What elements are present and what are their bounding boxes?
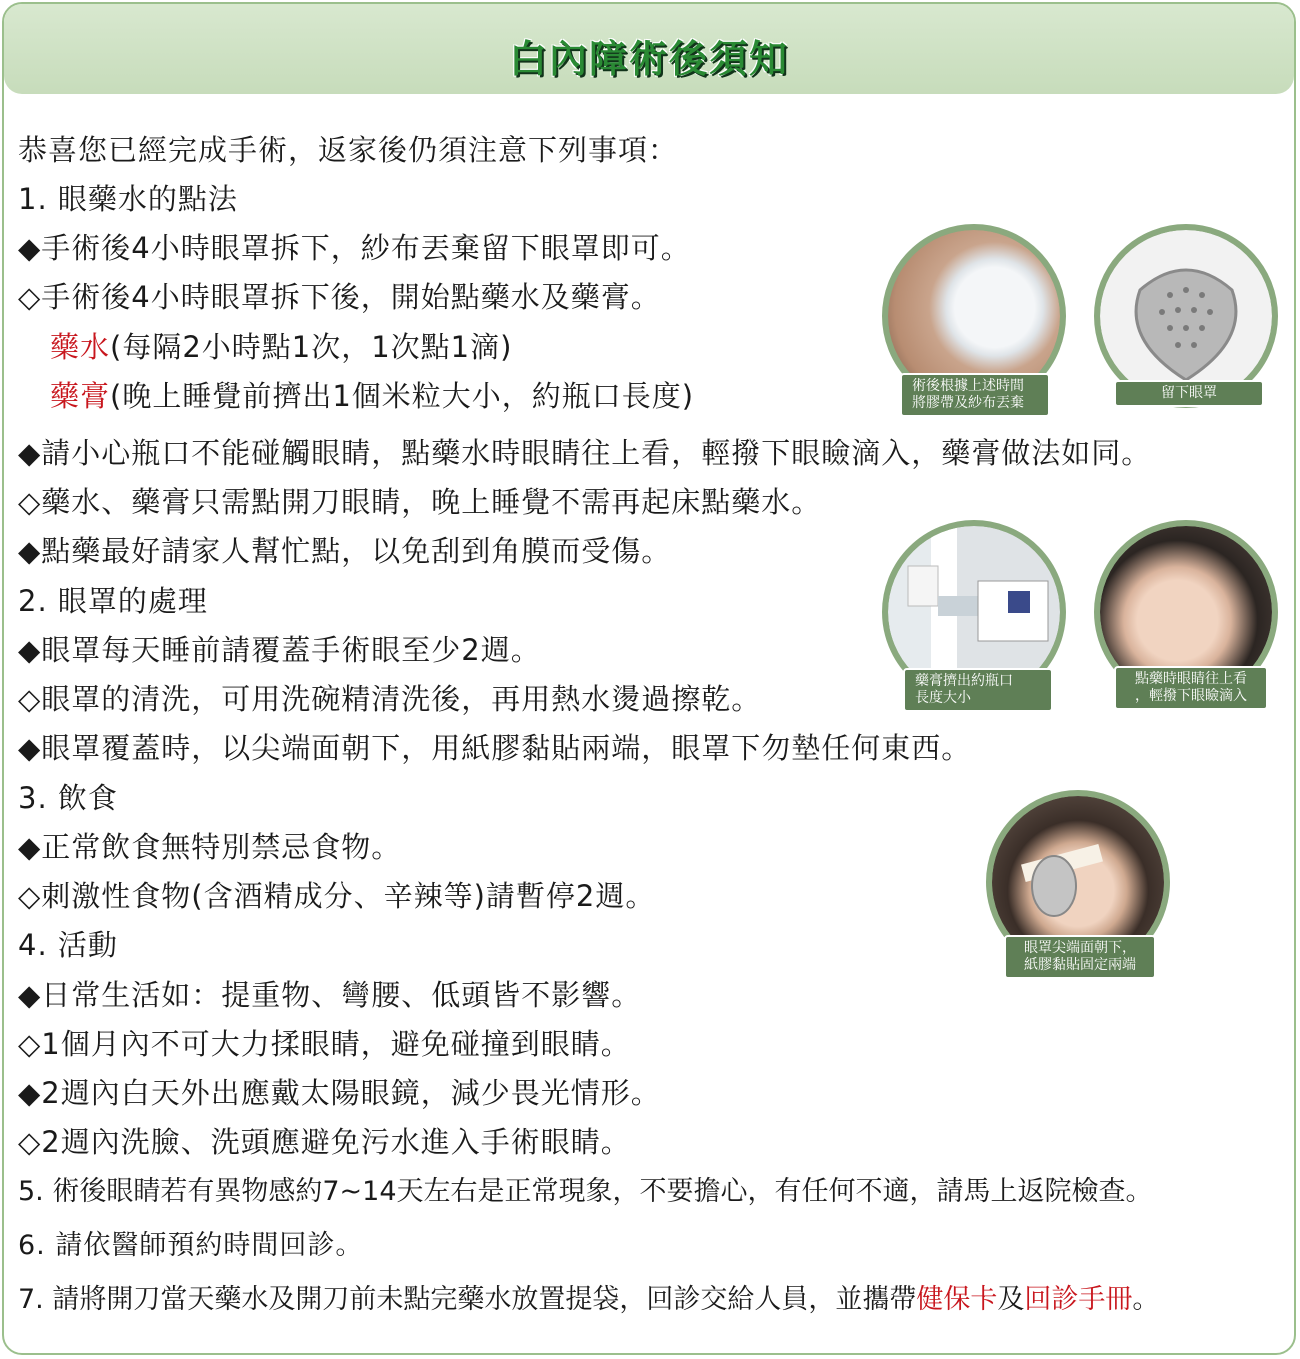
ointment-instruction (50, 378, 694, 414)
item-7-mid: 及 (997, 1284, 1025, 1315)
section-4-line-2: ◇1個月內不可大力揉眼睛，避免碰撞到眼睛。 (18, 1027, 631, 1061)
section-4-line-4: ◇2週內洗臉、洗頭應避免污水進入手術眼睛。 (18, 1125, 631, 1159)
section-1-line-5: ◆點藥最好請家人幫忙點，以免刮到角膜而受傷。 (18, 534, 672, 568)
page-title: 白內障術後須知 (508, 37, 789, 81)
eye-drop-instruction (50, 329, 512, 365)
item-7-suffix: 。 (1132, 1284, 1160, 1315)
section-3-line-1: ◆正常飲食無特別禁忌食物。 (18, 830, 402, 864)
section-1-heading: 1. 眼藥水的點法 (18, 182, 238, 216)
caption-taped-shield (1004, 935, 1156, 979)
eye-shield-icon (1100, 230, 1272, 402)
item-5: 5. 術後眼睛若有異物感約7~14天左右是正常現象，不要擔心，有任何不適，請馬上返院檢查。 (18, 1176, 1153, 1207)
caption-eye-drops-line-1: 點藥時眼睛往上看 (1135, 671, 1247, 687)
item-7-prefix: 7. 請將開刀當天藥水及開刀前未點完藥水放置提袋，回診交給人員，並攜帶 (18, 1284, 917, 1315)
follow-up-booklet-text: 回診手冊 (1024, 1284, 1133, 1315)
caption-ointment-line-1: 藥膏擠出約瓶口 (915, 673, 1013, 689)
caption-ointment (903, 668, 1053, 712)
section-1-line-2: ◇手術後4小時眼罩拆下後，開始點藥水及藥膏。 (18, 280, 661, 314)
section-4-line-3: ◆2週內白天外出應戴太陽眼鏡，減少畏光情形。 (18, 1076, 661, 1110)
caption-eye-patch-line-1: 術後根據上述時間 (912, 378, 1024, 394)
section-1-line-4: ◇藥水、藥膏只需點開刀眼睛，晚上睡覺不需再起床點藥水。 (18, 485, 822, 519)
section-2-line-3: ◆眼罩覆蓋時，以尖端面朝下，用紙膠黏貼兩端，眼罩下勿墊任何東西。 (18, 731, 972, 765)
caption-eye-shield: 留下眼罩 (1114, 380, 1264, 407)
section-2-heading: 2. 眼罩的處理 (18, 584, 208, 618)
section-4-heading: 4. 活動 (18, 928, 118, 962)
item-7 (18, 1282, 1159, 1318)
caption-eye-patch (900, 373, 1050, 417)
section-1-line-1: ◆手術後4小時眼罩拆下，紗布丟棄留下眼罩即可。 (18, 231, 691, 265)
caption-eye-drops (1114, 666, 1268, 710)
ointment-text: (晚上睡覺前擠出1個米粒大小，約瓶口長度) (110, 379, 695, 413)
caption-taped-shield-line-1: 眼罩尖端面朝下， (1024, 940, 1136, 956)
eye-drop-label: 藥水 (50, 330, 111, 364)
caption-ointment-line-2: 長度大小 (915, 690, 971, 706)
item-6: 6. 請依醫師預約時間回診。 (18, 1230, 364, 1261)
title-banner (4, 4, 1294, 94)
caption-taped-shield-line-2: 紙膠黏貼固定兩端 (1024, 957, 1136, 973)
intro-text: 恭喜您已經完成手術，返家後仍須注意下列事項： (18, 133, 679, 167)
section-2-line-1: ◆眼罩每天睡前請覆蓋手術眼至少2週。 (18, 633, 541, 667)
eye-drop-text: (每隔2小時點1次，1次點1滴) (110, 330, 513, 364)
caption-eye-patch-line-2: 將膠帶及紗布丟棄 (912, 395, 1024, 411)
section-1-line-3: ◆請小心瓶口不能碰觸眼睛，點藥水時眼睛往上看，輕撥下眼瞼滴入，藥膏做法如同。 (18, 436, 1152, 470)
health-card-text: 健保卡 (916, 1284, 998, 1315)
ointment-label: 藥膏 (50, 379, 111, 413)
section-2-line-2: ◇眼罩的清洗，可用洗碗精清洗後，再用熱水燙過擦乾。 (18, 682, 762, 716)
section-4-line-1: ◆日常生活如：提重物、彎腰、低頭皆不影響。 (18, 978, 642, 1012)
section-3-line-2: ◇刺激性食物(含酒精成分、辛辣等)請暫停2週。 (18, 879, 656, 913)
caption-eye-drops-line-2: ，輕撥下眼瞼滴入 (1135, 688, 1247, 704)
section-3-heading: 3. 飲食 (18, 781, 118, 815)
